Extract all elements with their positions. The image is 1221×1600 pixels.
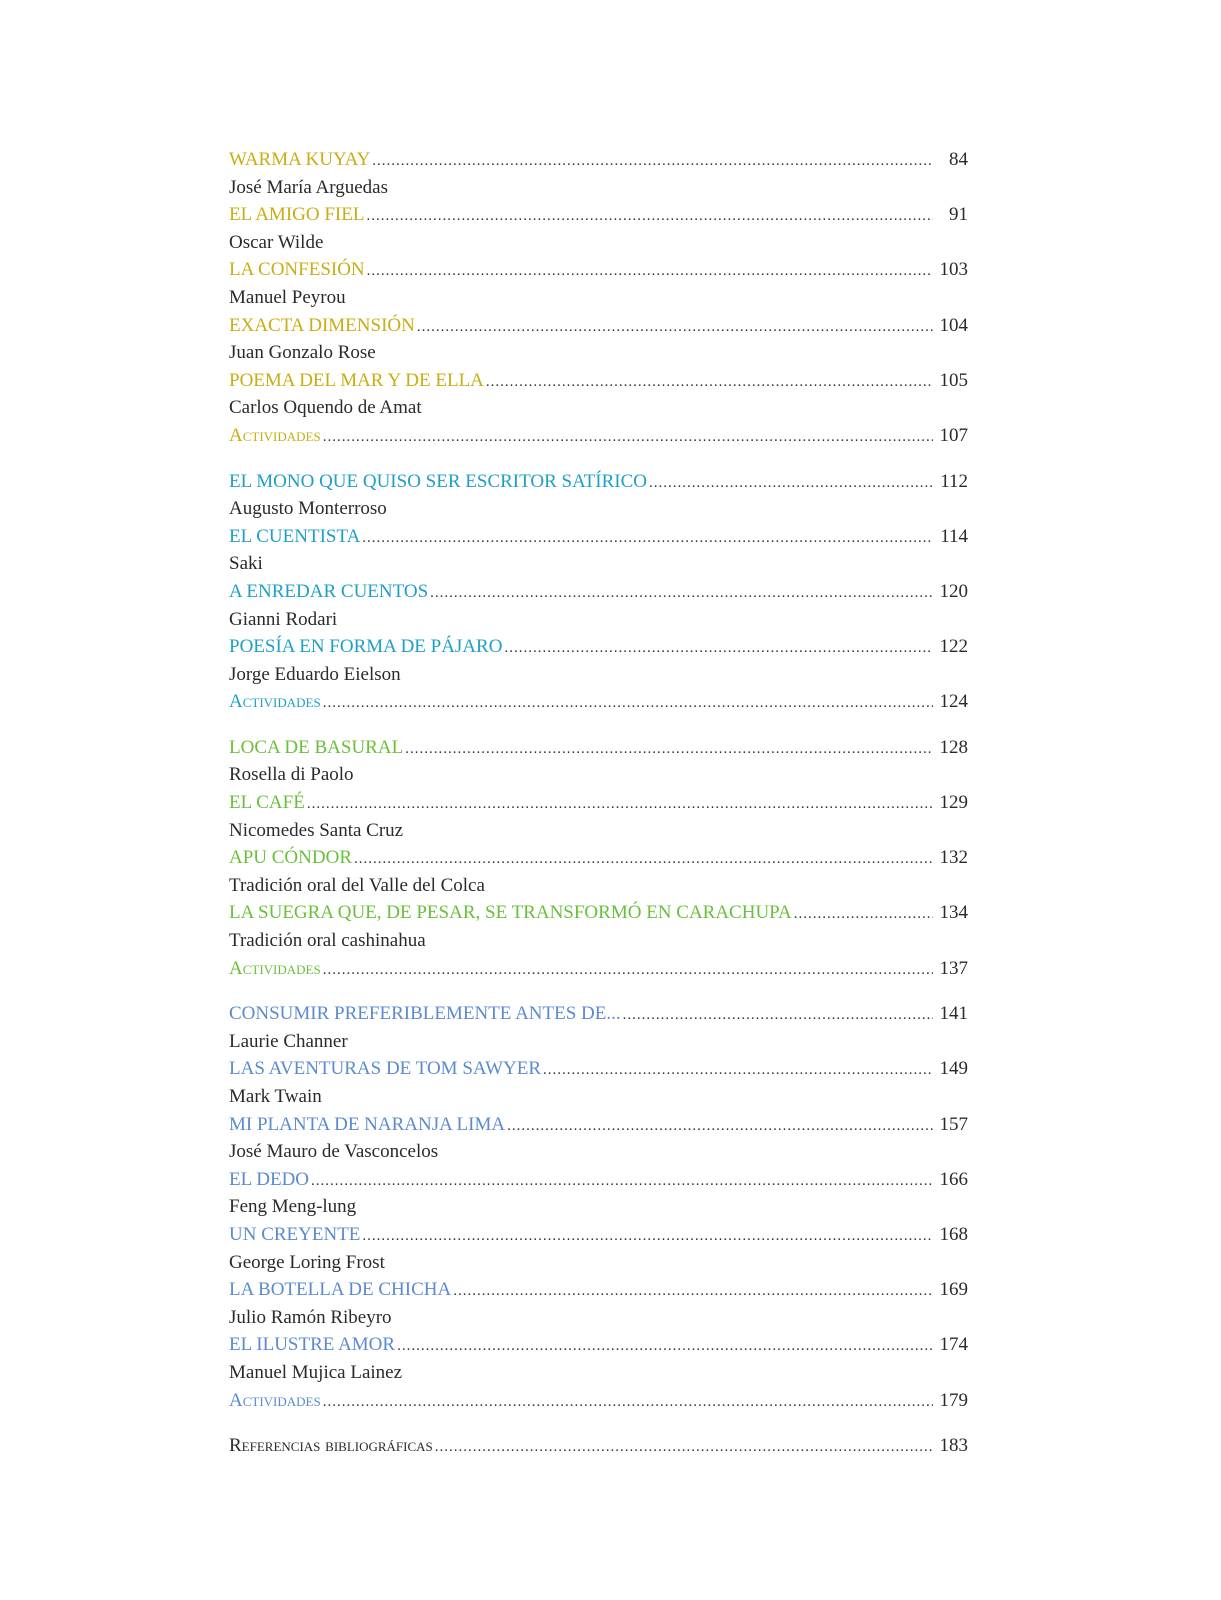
page-number: 107 (939, 424, 968, 446)
leader-dots (372, 148, 933, 176)
toc-entry[interactable] (229, 1221, 968, 1249)
toc-entry-title: EL CUENTISTA (229, 525, 361, 547)
page-number: 105 (939, 369, 968, 391)
author-name: George Loring Frost (229, 1251, 385, 1273)
page-number: 157 (939, 1113, 968, 1135)
page-number: 103 (939, 259, 968, 281)
toc-section (229, 734, 968, 982)
toc-entry-title: EXACTA DIMENSIÓN (229, 314, 415, 336)
toc-entry[interactable] (229, 1000, 968, 1028)
references-entry-title: Referencias bibliográficas (229, 1435, 433, 1457)
leader-dots (543, 1057, 933, 1085)
toc-entry[interactable] (229, 633, 968, 661)
author-name: Mark Twain (229, 1086, 322, 1107)
toc-entry-title: EL ILUSTRE AMOR (229, 1334, 396, 1356)
leader-dots (486, 369, 933, 397)
references-entry[interactable] (229, 1432, 968, 1460)
page-number: 166 (939, 1168, 968, 1190)
toc-entry-title: POESÍA EN FORMA DE PÁJARO (229, 636, 503, 658)
toc-entry[interactable] (229, 844, 968, 872)
author-name: Manuel Mujica Lainez (229, 1361, 403, 1383)
toc-entry[interactable] (229, 523, 968, 551)
page-number: 179 (939, 1389, 968, 1411)
leader-dots (504, 635, 933, 663)
toc-entry-title: LOCA DE BASURAL (229, 736, 404, 758)
toc-entry-title: EL AMIGO FIEL (229, 204, 365, 226)
toc-entry[interactable] (229, 1166, 968, 1194)
toc-entry[interactable] (229, 1276, 968, 1304)
page-number: 122 (939, 636, 968, 658)
toc-entry[interactable] (229, 899, 968, 927)
toc-entry-title: A ENREDAR CUENTOS (229, 580, 429, 602)
leader-dots (430, 580, 933, 608)
page-number: 174 (939, 1334, 968, 1356)
author-name: Jorge Eduardo Eielson (229, 663, 401, 685)
toc-entry[interactable] (229, 1055, 968, 1083)
toc-entry-title: LA BOTELLA DE CHICHA (229, 1279, 452, 1301)
leader-dots (362, 1223, 933, 1251)
toc-section (229, 146, 968, 450)
toc-entry-title: EL CAFÉ (229, 792, 305, 814)
activities-entry-title: Actividades (229, 957, 321, 979)
page-number: 112 (940, 470, 968, 492)
page-number: 129 (939, 792, 968, 814)
author-name: Julio Ramón Ribeyro (229, 1306, 392, 1328)
author-name: Juan Gonzalo Rose (229, 342, 376, 364)
leader-dots (307, 791, 933, 819)
page-number: 169 (939, 1279, 968, 1301)
toc-entry-title: LA CONFESIÓN (229, 259, 365, 281)
toc-entry-title: EL MONO QUE QUISO SER ESCRITOR SATÍRICO (229, 470, 648, 492)
toc-entry-title: LAS AVENTURAS DE TOM SAWYER (229, 1058, 542, 1080)
toc-entry[interactable] (229, 146, 968, 174)
leader-dots (417, 314, 933, 342)
toc-section (229, 468, 968, 716)
table-of-contents (229, 146, 968, 1460)
leader-dots (362, 525, 933, 553)
page-number: 114 (940, 525, 968, 547)
activities-entry[interactable] (229, 955, 968, 983)
leader-dots (354, 846, 933, 874)
author-name: Saki (229, 553, 263, 575)
toc-entry[interactable] (229, 578, 968, 606)
toc-entry-title: APU CÓNDOR (229, 847, 352, 869)
toc-entry[interactable] (229, 734, 968, 762)
toc-entry[interactable] (229, 1111, 968, 1139)
activities-entry[interactable] (229, 422, 968, 450)
author-name: Tradición oral del Valle del Colca (229, 874, 485, 896)
leader-dots (323, 957, 933, 985)
leader-dots (405, 736, 933, 764)
toc-entry-title: EL DEDO (229, 1168, 310, 1190)
activities-entry-title: Actividades (229, 1389, 321, 1411)
author-name: Laurie Channer (229, 1030, 348, 1052)
leader-dots (311, 1168, 933, 1196)
toc-section (229, 1000, 968, 1414)
page-number: 132 (939, 847, 968, 869)
toc-entry-title: POEMA DEL MAR Y DE ELLA (229, 369, 484, 391)
activities-entry-title: Actividades (229, 424, 321, 446)
toc-entry-title: MI PLANTA DE NARANJA LIMA (229, 1113, 506, 1135)
toc-entry-title: UN CREYENTE (229, 1223, 361, 1245)
page-number: 168 (939, 1223, 968, 1245)
page-number: 104 (939, 314, 968, 336)
author-name: Carlos Oquendo de Amat (229, 397, 422, 419)
page-number: 141 (939, 1003, 968, 1025)
toc-entry[interactable] (229, 201, 968, 229)
author-name: Tradición oral cashinahua (229, 930, 426, 952)
page-number: 137 (939, 957, 968, 979)
activities-entry-title: Actividades (229, 691, 321, 713)
author-name: José Mauro de Vasconcelos (229, 1141, 439, 1163)
toc-entry[interactable] (229, 789, 968, 817)
author-name: José María Arguedas (229, 176, 389, 198)
leader-dots (323, 690, 933, 718)
page-number: 134 (939, 902, 968, 924)
toc-entry-title: LA SUEGRA QUE, DE PESAR, SE TRANSFORMÓ EN CARACHUPA (229, 902, 792, 924)
author-name: Oscar Wilde (229, 231, 324, 253)
author-name: Gianni Rodari (229, 608, 338, 630)
page-number: 91 (949, 204, 968, 226)
leader-dots (323, 1389, 933, 1417)
leader-dots (435, 1434, 933, 1462)
author-name: Manuel Peyrou (229, 286, 346, 308)
leader-dots (366, 203, 933, 231)
leader-dots (623, 1002, 933, 1030)
toc-entry-title: WARMA KUYAY (229, 149, 371, 170)
leader-dots (649, 470, 933, 498)
toc-entry-title: CONSUMIR PREFERIBLEMENTE ANTES DE... (229, 1003, 621, 1025)
page-number: 124 (939, 691, 968, 713)
page-number: 183 (939, 1435, 968, 1457)
page-number: 149 (939, 1058, 968, 1080)
leader-dots (397, 1333, 933, 1361)
toc-entry[interactable] (229, 468, 968, 496)
author-name: Augusto Monterroso (229, 498, 387, 520)
leader-dots (794, 901, 933, 929)
toc-entry[interactable] (229, 1331, 968, 1359)
leader-dots (367, 258, 933, 286)
page-number: 120 (939, 580, 968, 602)
author-name: Nicomedes Santa Cruz (229, 819, 404, 841)
activities-entry[interactable] (229, 688, 968, 716)
toc-entry[interactable] (229, 367, 968, 395)
leader-dots (453, 1278, 933, 1306)
leader-dots (507, 1113, 933, 1141)
page-number: 84 (949, 149, 968, 170)
author-name: Feng Meng-lung (229, 1196, 357, 1218)
activities-entry[interactable] (229, 1387, 968, 1415)
toc-entry[interactable] (229, 256, 968, 284)
toc-entry[interactable] (229, 312, 968, 340)
author-name: Rosella di Paolo (229, 764, 354, 786)
references-section (229, 1432, 968, 1460)
page-number: 128 (939, 736, 968, 758)
leader-dots (323, 424, 933, 452)
